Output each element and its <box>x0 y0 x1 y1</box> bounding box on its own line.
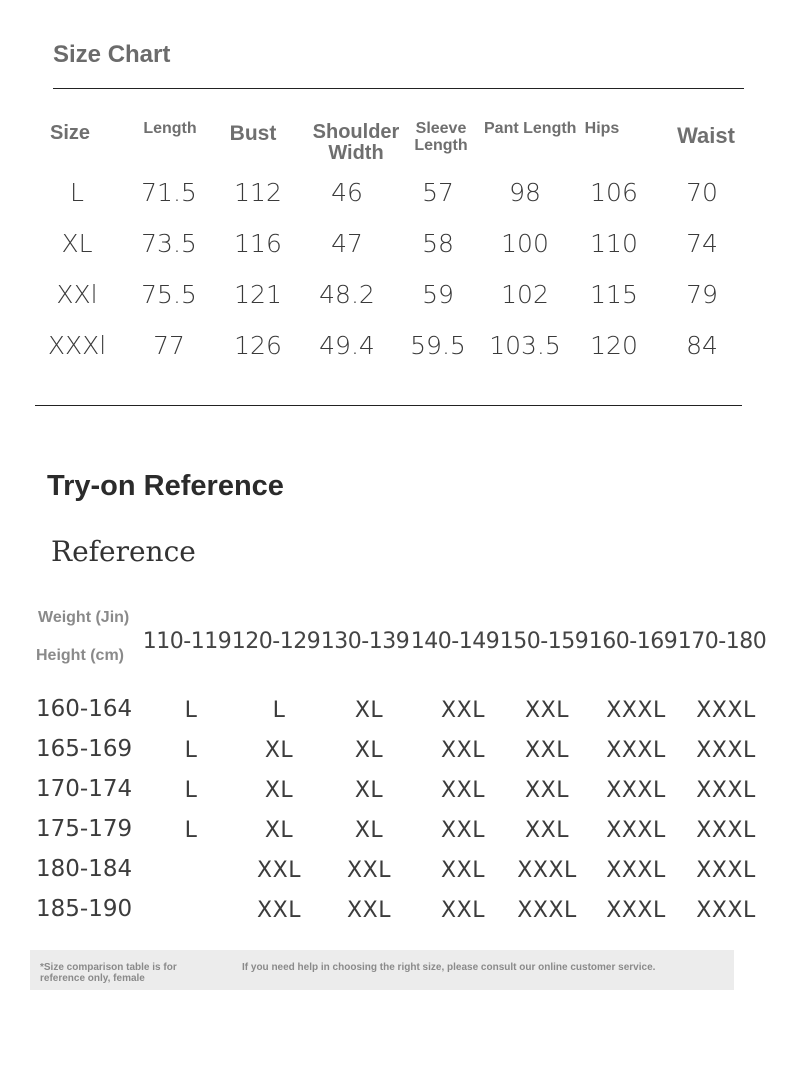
size-cell: L <box>70 178 84 207</box>
size-cell: XL <box>61 229 93 258</box>
recommended-size-cell: XXXL <box>696 738 756 763</box>
weight-range-header: 140-149 <box>410 629 500 654</box>
size-cell: 126 <box>234 331 282 360</box>
size-cell: 74 <box>686 229 718 258</box>
tryon-title: Try-on Reference <box>47 470 284 502</box>
size-cell: 75.5 <box>141 280 197 309</box>
recommended-size-cell: L <box>184 778 198 803</box>
recommended-size-cell: XL <box>264 778 294 803</box>
size-cell: 116 <box>234 229 282 258</box>
size-cell: 110 <box>590 229 638 258</box>
recommended-size-cell: XXXL <box>606 738 666 763</box>
recommended-size-cell: XXL <box>441 698 485 723</box>
recommended-size-cell: L <box>272 698 286 723</box>
recommended-size-cell: XL <box>354 738 384 763</box>
size-cell: 70 <box>686 178 718 207</box>
recommended-size-cell: XXXL <box>696 818 756 843</box>
recommended-size-cell: XL <box>264 818 294 843</box>
weight-range-header: 160-169 <box>588 629 678 654</box>
size-cell: 115 <box>590 280 638 309</box>
tryon-subtitle: Reference <box>51 535 196 568</box>
header-waist: Waist <box>677 123 735 148</box>
weight-range-header: 130-139 <box>320 629 410 654</box>
size-cell: 112 <box>234 178 282 207</box>
recommended-size-cell: XXL <box>347 898 391 923</box>
height-range-label: 180-184 <box>36 856 133 882</box>
recommended-size-cell: XXXL <box>696 778 756 803</box>
size-cell: XXXl <box>47 331 107 360</box>
header-length: Length <box>143 120 197 137</box>
size-cell: 49.4 <box>319 331 375 360</box>
recommended-size-cell: XL <box>354 778 384 803</box>
header-bust: Bust <box>229 122 277 145</box>
header-size: Size <box>49 122 91 144</box>
recommended-size-cell: XXXL <box>606 858 666 883</box>
recommended-size-cell: L <box>184 738 198 763</box>
recommended-size-cell: XXXL <box>606 818 666 843</box>
recommended-size-cell: XXXL <box>606 898 666 923</box>
size-cell: 120 <box>590 331 638 360</box>
recommended-size-cell: XL <box>354 698 384 723</box>
recommended-size-cell: XXXL <box>696 698 756 723</box>
weight-range-header: 170-180 <box>677 629 767 654</box>
size-cell: 100 <box>501 229 549 258</box>
header-sleeve-length: Sleeve Length <box>414 120 468 154</box>
size-chart-top-rule <box>53 88 744 89</box>
recommended-size-cell: XXL <box>257 898 301 923</box>
recommended-size-cell: XXXL <box>696 898 756 923</box>
note-left: *Size comparison table is for reference only, female <box>40 962 177 984</box>
size-cell: 103.5 <box>489 331 561 360</box>
recommended-size-cell: XXL <box>441 778 485 803</box>
size-cell: 59 <box>422 280 454 309</box>
size-cell: 121 <box>234 280 282 309</box>
recommended-size-cell: XXXL <box>517 898 577 923</box>
height-axis-label: Height (cm) <box>36 647 124 664</box>
size-cell: 79 <box>686 280 718 309</box>
height-range-label: 185-190 <box>36 896 133 922</box>
size-cell: 98 <box>509 178 541 207</box>
recommended-size-cell: L <box>184 818 198 843</box>
height-range-label: 160-164 <box>36 696 133 722</box>
recommended-size-cell: XXXL <box>517 858 577 883</box>
size-cell: 47 <box>331 229 363 258</box>
recommended-size-cell: XXL <box>525 818 569 843</box>
height-range-label: 165-169 <box>36 736 133 762</box>
weight-axis-label: Weight (Jin) <box>38 609 130 626</box>
size-cell: 46 <box>331 178 363 207</box>
recommended-size-cell: XXL <box>441 818 485 843</box>
size-cell: 59.5 <box>410 331 466 360</box>
size-cell: 77 <box>153 331 185 360</box>
recommended-size-cell: XXL <box>347 858 391 883</box>
recommended-size-cell: XXL <box>525 698 569 723</box>
size-cell: 73.5 <box>141 229 197 258</box>
recommended-size-cell: XXXL <box>606 778 666 803</box>
size-cell: 57 <box>422 178 454 207</box>
recommended-size-cell: XXL <box>441 858 485 883</box>
note-right: If you need help in choosing the right size, please consult our online customer service. <box>242 962 656 973</box>
recommended-size-cell: L <box>184 698 198 723</box>
size-cell: 84 <box>686 331 718 360</box>
size-chart-bottom-rule <box>35 405 742 406</box>
header-hips: Hips <box>584 120 620 137</box>
weight-range-header: 110-119 <box>142 629 232 654</box>
recommended-size-cell: XL <box>264 738 294 763</box>
header-shoulder-width: Shoulder Width <box>312 121 400 164</box>
size-cell: 71.5 <box>141 178 197 207</box>
size-cell: 48.2 <box>319 280 375 309</box>
size-cell: 106 <box>590 178 638 207</box>
header-pant-length: Pant Length <box>484 120 577 137</box>
size-cell: XXl <box>56 280 98 309</box>
note-bar <box>30 950 734 990</box>
recommended-size-cell: XXXL <box>696 858 756 883</box>
recommended-size-cell: XXL <box>441 898 485 923</box>
recommended-size-cell: XL <box>354 818 384 843</box>
height-range-label: 170-174 <box>36 776 133 802</box>
recommended-size-cell: XXXL <box>606 698 666 723</box>
recommended-size-cell: XXL <box>525 738 569 763</box>
size-cell: 102 <box>501 280 549 309</box>
size-cell: 58 <box>422 229 454 258</box>
weight-range-header: 120-129 <box>231 629 321 654</box>
height-range-label: 175-179 <box>36 816 133 842</box>
weight-range-header: 150-159 <box>499 629 589 654</box>
recommended-size-cell: XXL <box>257 858 301 883</box>
recommended-size-cell: XXL <box>525 778 569 803</box>
size-chart-title: Size Chart <box>53 41 171 68</box>
recommended-size-cell: XXL <box>441 738 485 763</box>
